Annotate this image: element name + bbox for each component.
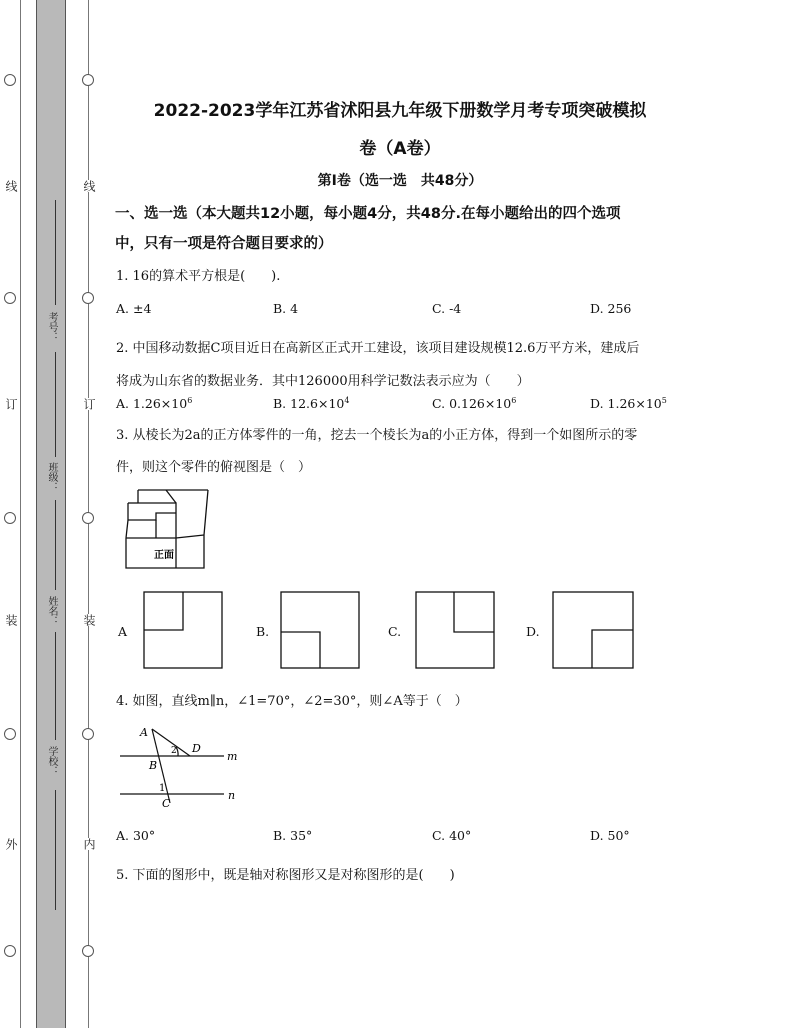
binding-hole — [82, 292, 94, 304]
q4-option-b: B. 35° — [273, 828, 313, 843]
margin-char-outer: 装 — [4, 614, 18, 626]
cut-line-outer — [20, 0, 21, 1028]
binding-hole — [82, 728, 94, 740]
margin-char-inner: 线 — [82, 180, 96, 192]
q3-option-c-label: C. — [388, 624, 402, 639]
point-d-label: D — [192, 742, 201, 755]
q2-option-c: C. $0.126\times 10^6$ — [432, 396, 517, 412]
q3-option-d-figure — [551, 590, 635, 670]
margin-char-outer: 外 — [4, 838, 18, 850]
school-label: 学校： — [46, 746, 57, 776]
exam-title-line1: 2022-2023学年江苏省沭阳县九年级下册数学月考专项突破模拟 — [153, 101, 647, 121]
binding-margin — [0, 0, 100, 1028]
margin-char-outer: 线 — [4, 180, 18, 192]
q1-option-b: B. 4 — [273, 301, 299, 316]
binding-hole — [82, 512, 94, 524]
q2-option-d: D. $1.26\times 10^5$ — [590, 396, 667, 412]
name-label: 姓名： — [46, 596, 57, 626]
q3-option-a-label: A — [118, 624, 128, 639]
school-line — [55, 632, 56, 740]
point-b-label: B — [149, 759, 158, 772]
front-view-label: 正面 — [154, 550, 174, 561]
q1-option-a: A. ±4 — [116, 301, 152, 316]
question-3-line1: 3. 从棱长为2a的正方体零件的一角，挖去一个棱长为a的小正方体，得到一个如图所示的零 — [116, 428, 638, 443]
q3-option-a-figure — [142, 590, 224, 670]
section-heading-line1: 一、选一选（本大题共12小题，每小题4分，共48分.在每小题给出的四个选项 — [115, 206, 621, 222]
angle-1-label: 1 — [159, 783, 166, 794]
binding-hole — [4, 512, 16, 524]
q3-option-d-label: D. — [526, 624, 540, 639]
line-m-label: m — [227, 750, 238, 763]
margin-char-inner: 订 — [82, 398, 96, 410]
class-label: 班级： — [46, 462, 57, 492]
exam-number-label: 考号： — [46, 312, 57, 342]
name-line — [55, 500, 56, 590]
margin-char-inner: 内 — [82, 838, 96, 850]
exam-title-line2: 卷（A卷） — [359, 139, 441, 159]
question-4-text: 4. 如图，直线m∥n，∠1=70°，∠2=30°，则∠A等于（ ） — [116, 694, 468, 709]
q4-option-d: D. 50° — [590, 828, 630, 843]
q1-option-c: C. -4 — [432, 301, 462, 316]
q4-option-c: C. 40° — [432, 828, 472, 843]
q2-option-a: A. $1.26\times 10^6$ — [116, 396, 193, 412]
q3-option-b-figure — [279, 590, 361, 670]
gray-strip — [36, 0, 66, 1028]
q4-option-a: A. 30° — [116, 828, 156, 843]
part-title: 第I卷（选一选 共48分） — [317, 173, 483, 189]
binding-hole — [82, 74, 94, 86]
margin-char-outer: 订 — [4, 398, 18, 410]
cube-part-figure — [118, 482, 218, 574]
question-2-line2: 将成为山东省的数据业务．其中126000用科学记数法表示应为（ ） — [116, 374, 530, 389]
q3-option-c-figure — [414, 590, 496, 670]
question-3-line2: 件，则这个零件的俯视图是（ ） — [116, 460, 312, 475]
binding-hole — [4, 74, 16, 86]
angle-2-label: 2 — [171, 746, 177, 756]
q1-option-d: D. 256 — [590, 301, 632, 316]
line-n-label: n — [228, 789, 236, 802]
parallel-lines-figure — [116, 720, 246, 812]
binding-hole — [4, 945, 16, 957]
point-a-label: A — [140, 726, 148, 739]
margin-char-inner: 装 — [82, 614, 96, 626]
question-1-text: 1. 16的算术平方根是( ). — [116, 269, 281, 284]
binding-hole — [82, 945, 94, 957]
field-line — [55, 790, 56, 910]
section-heading-line2: 中，只有一项是符合题目要求的） — [115, 236, 333, 252]
question-5-text: 5. 下面的图形中，既是轴对称图形又是对称图形的是( ) — [116, 868, 455, 883]
q2-option-b: B. $12.6\times 10^4$ — [273, 396, 350, 412]
question-2-line1: 2. 中国移动数据C项目近日在高新区正式开工建设，该项目建设规模12.6万平方米，建成后 — [116, 341, 640, 356]
q3-option-b-label: B. — [256, 624, 270, 639]
binding-hole — [4, 728, 16, 740]
binding-hole — [4, 292, 16, 304]
point-c-label: C — [162, 797, 171, 810]
exam-number-line — [55, 200, 56, 305]
class-line — [55, 352, 56, 457]
